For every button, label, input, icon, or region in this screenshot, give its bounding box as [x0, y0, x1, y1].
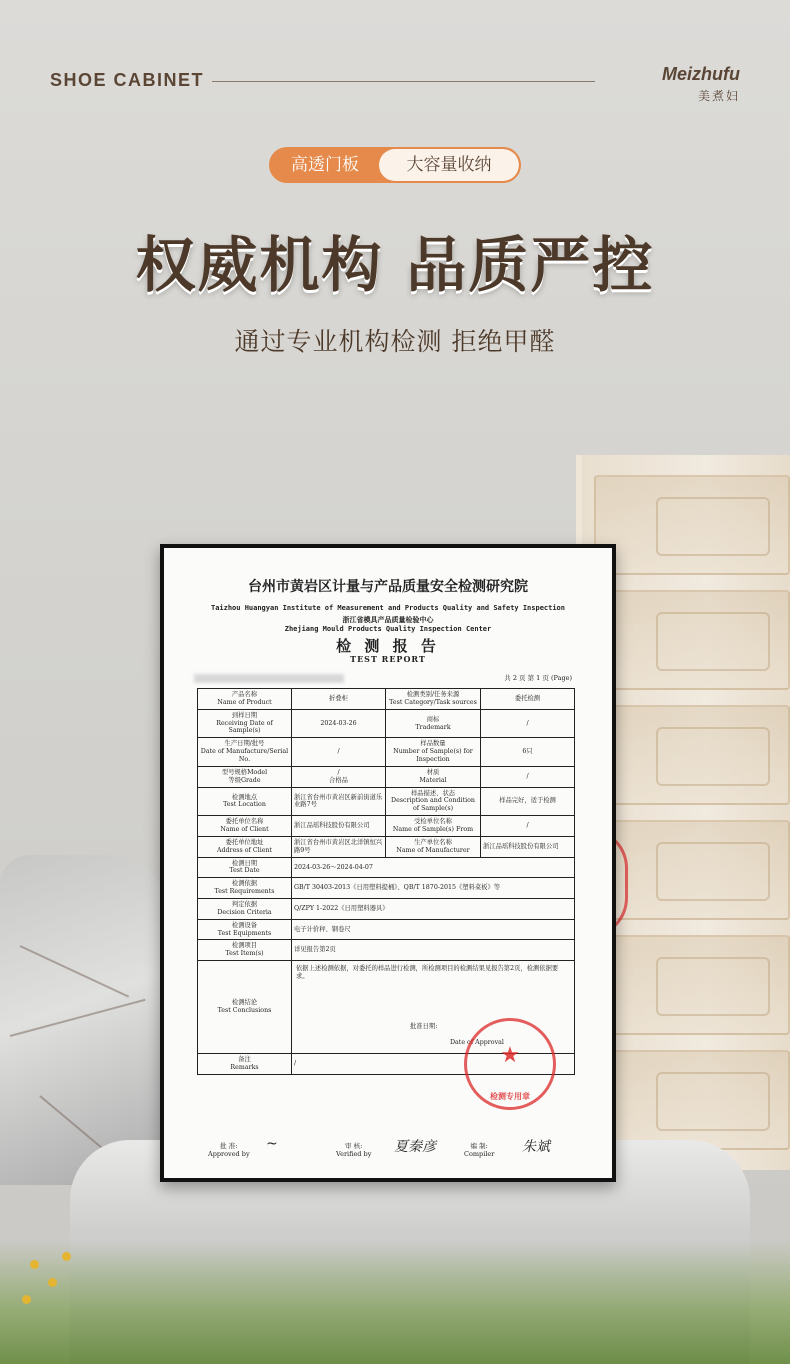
test-report-paper: [164, 548, 612, 1178]
center-name-cn: 浙江省模具产品质量检验中心: [342, 615, 434, 624]
seal-star-icon: ★: [500, 1043, 520, 1068]
grass-foreground: [0, 1240, 790, 1364]
center-name-en: Zhejiang Mould Products Quality Inspection Center: [284, 625, 492, 633]
table-cell: 检测项目 Test Item(s): [198, 940, 292, 961]
table-cell: 2024-03-26: [292, 709, 386, 738]
table-cell: 样品数量 Number of Sample(s) for Inspection: [386, 738, 481, 767]
table-cell: /: [481, 709, 575, 738]
table-row: [198, 836, 575, 857]
table-cell: /: [292, 1054, 575, 1075]
table-row: [198, 940, 575, 961]
table-row: [198, 878, 575, 899]
table-cell: 到样日期 Receiving Date of Sample(s): [198, 709, 292, 738]
table-cell: 受检单位名称 Name of Sample(s) From: [386, 816, 481, 837]
approval-date-label: 批准日期:: [410, 1023, 438, 1031]
approved-by: [208, 1136, 336, 1159]
report-title-en: TEST REPORT: [350, 654, 426, 664]
brand-logo: [662, 64, 740, 104]
table-row: [198, 787, 575, 816]
table-cell: /: [481, 766, 575, 787]
institute-name-en: Taizhou Huangyan Institute of Measurement and Products Quality and Safety Inspection: [210, 604, 565, 612]
tag-large-capacity: 大容量收纳: [379, 149, 519, 181]
table-cell: 商标 Trademark: [386, 709, 481, 738]
brand-left-label: SHOE CABINET: [50, 70, 205, 90]
signature-row: [208, 1136, 592, 1159]
table-cell: 样品描述、状态 Description and Condition of Sample(s): [386, 787, 481, 816]
brand-name-en: Meizhufu: [662, 64, 740, 84]
feature-tags: [269, 147, 521, 183]
table-cell: 生产日期/批号 Date of Manufacture/Serial No.: [198, 738, 292, 767]
table-cell: 2024-03-26～2024-04-07: [292, 857, 575, 878]
date-of-approval-label: Date of Approval: [450, 1039, 504, 1047]
cabinet-drawer: [594, 705, 790, 805]
table-cell: /: [481, 816, 575, 837]
table-cell: 检测地点 Test Location: [198, 787, 292, 816]
marble-rock: [0, 855, 175, 1185]
table-cell: 检测设备 Test Equipments: [198, 919, 292, 940]
compiler-signature: 朱斌: [522, 1139, 550, 1155]
table-cell: 委托检测: [481, 689, 575, 710]
table-cell: 委托单位名称 Name of Client: [198, 816, 292, 837]
headline: 权威机构 品质严控: [135, 231, 655, 301]
inspection-seal: [464, 1018, 556, 1110]
report-table: [197, 688, 575, 1075]
conclusion-text: 依据上述检测依据，对委托的样品进行检测，所检测项目的检测结果见报告第2页，检测依据要求。: [296, 965, 559, 981]
table-cell: 浙江品瑶科技股份有限公司: [481, 836, 575, 857]
table-row: [198, 857, 575, 878]
blurred-report-number: [194, 674, 344, 683]
table-cell: 判定依据 Decision Criteria: [198, 899, 292, 920]
compiler: [464, 1139, 592, 1159]
test-report-frame: [160, 544, 616, 1182]
verified-by: [336, 1139, 464, 1159]
table-row: [198, 738, 575, 767]
table-cell: GB/T 30403-2013《日用塑料提桶》、QB/T 1870-2015《塑料菜板》等: [292, 878, 575, 899]
table-row: [198, 689, 575, 710]
table-cell: 检测类别/任务来源 Test Category/Task sources: [386, 689, 481, 710]
table-cell: 检测日期 Test Date: [198, 857, 292, 878]
table-cell: 生产单位名称 Name of Manufacturer: [386, 836, 481, 857]
table-cell: 产品名称 Name of Product: [198, 689, 292, 710]
table-row: [198, 766, 575, 787]
table-cell: /: [292, 738, 386, 767]
table-cell: 浙江省台州市黄岩区新前街道乐业路7号: [292, 787, 386, 816]
table-cell: 折叠柜: [292, 689, 386, 710]
table-cell: / 合格品: [292, 766, 386, 787]
table-cell: 浙江省台州市黄岩区北洋镇恒兴路9号: [292, 836, 386, 857]
brand-name-cn: 美煮妇: [697, 89, 740, 103]
verified-label: 审 核: Verified by: [336, 1142, 372, 1159]
table-row: [198, 919, 575, 940]
tag-transparent-door: 高透门板: [291, 155, 359, 175]
cabinet-drawer: [594, 935, 790, 1035]
table-cell: 详见报告第2页: [292, 940, 575, 961]
table-cell: 浙江品瑶科技股份有限公司: [292, 816, 386, 837]
cabinet-drawer: [594, 1050, 790, 1150]
table-row: [198, 709, 575, 738]
verified-signature: 夏秦彦: [394, 1139, 436, 1155]
table-cell: 材质 Material: [386, 766, 481, 787]
approved-signature: ~: [266, 1136, 278, 1152]
table-cell: 备注 Remarks: [198, 1054, 292, 1075]
table-cell: 检测结论 Test Conclusions: [198, 961, 292, 1054]
institute-name-cn: 台州市黄岩区计量与产品质量安全检测研究院: [248, 579, 528, 595]
subline: 通过专业机构检测 拒绝甲醛: [234, 327, 556, 356]
table-cell: 电子计价秤、钢卷尺: [292, 919, 575, 940]
table-cell: 型号规格Model 等级Grade: [198, 766, 292, 787]
table-cell: Q/ZPY 1-2022《日用塑料器具》: [292, 899, 575, 920]
cabinet-drawer: [594, 475, 790, 575]
table-row: [198, 899, 575, 920]
cabinet-drawer: [594, 590, 790, 690]
page-info: 共 2 页 第 1 页 (Page): [504, 674, 572, 682]
table-cell: 检测依据 Test Requirements: [198, 878, 292, 899]
seal-label: 检测专用章: [490, 1091, 530, 1101]
approved-label: 批 准: Approved by: [208, 1142, 250, 1159]
compiler-label: 编 制: Compiler: [464, 1142, 495, 1159]
table-cell: 样品完好，适于检测: [481, 787, 575, 816]
table-cell: 6只: [481, 738, 575, 767]
header-divider: [212, 81, 595, 82]
table-row: [198, 816, 575, 837]
table-cell: 委托单位地址 Address of Client: [198, 836, 292, 857]
report-title-cn: 检 测 报 告: [336, 637, 440, 655]
